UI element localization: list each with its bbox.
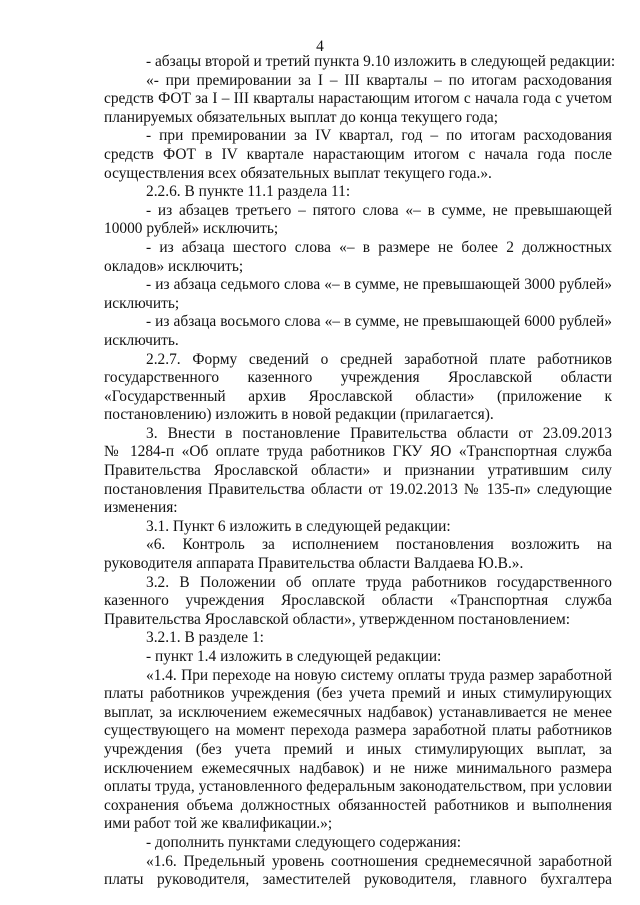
- text-line: ими работ той же квалификации.»;: [104, 815, 333, 833]
- document-body: [104, 53, 616, 890]
- text-line: 2.2.6. В пункте 11.1 раздела 11:: [146, 183, 351, 201]
- text-line: - из абзаца шестого слова «– в размере не более 2 должностных: [146, 238, 612, 256]
- text-line: постановления Правительства области от 19.02.2013 № 135-п» следующие: [104, 480, 612, 498]
- page-number: 4: [316, 38, 324, 55]
- text-line: руководителя аппарата Правительства области Валдаева Ю.В.».: [104, 555, 524, 573]
- text-line: исключить.: [104, 331, 179, 349]
- text-line: «Государственный архив Ярославской области» (приложение к: [104, 387, 612, 405]
- text-line: «1.6. Предельный уровень соотношения среднемесячной заработной: [146, 852, 612, 870]
- text-line: - при премировании за IV квартал, год – по итогам расходования: [146, 127, 612, 145]
- text-line: окладов» исключить;: [104, 257, 244, 275]
- text-line: оплаты труда, установленного федеральным законодательством, при условии: [104, 778, 612, 796]
- text-line: Правительства Ярославской области», утвержденном постановлением:: [104, 610, 571, 628]
- text-line: - из абзаца восьмого слова «– в сумме, не превышающей 6000 рублей»: [146, 313, 612, 331]
- text-line: «- при премировании за I – III кварталы – по итогам расходования: [146, 71, 612, 89]
- text-line: 3.2. В Положении об оплате труда работников государственного: [146, 573, 612, 591]
- text-line: 3.1. Пункт 6 изложить в следующей редакции:: [146, 517, 451, 535]
- text-line: платы руководителя, заместителей руководителя, главного бухгалтера: [104, 871, 612, 889]
- text-line: 10000 рублей» исключить;: [104, 220, 279, 238]
- text-line: № 1284-п «Об оплате труда работников ГКУ ЯО «Транспортная служба: [104, 443, 612, 461]
- text-line: - абзацы второй и третий пункта 9.10 изложить в следующей редакции:: [146, 53, 616, 70]
- text-line: средств ФОТ в IV квартале нарастающим итогом с начала года после: [104, 145, 612, 163]
- text-line: казенного учреждения Ярославской области «Транспортная служба: [104, 592, 612, 610]
- text-line: осуществления всех обязательных выплат текущего года.».: [104, 164, 492, 182]
- text-line: учреждения (без учета премий и иных стимулирующих выплат, за: [104, 740, 612, 758]
- text-line: выплат, за исключением ежемесячных надбавок) устанавливается не менее: [104, 703, 612, 721]
- text-line: - дополнить пунктами следующего содержания:: [146, 833, 462, 851]
- text-line: изменения:: [104, 499, 178, 517]
- text-line: 3.2.1. В разделе 1:: [146, 629, 264, 647]
- text-line: 2.2.7. Форму сведений о средней заработной плате работников: [146, 350, 612, 368]
- text-line: планируемых обязательных выплат до конца текущего года;: [104, 108, 498, 126]
- text-line: государственного казенного учреждения Ярославской области: [104, 369, 612, 387]
- text-line: - из абзацев третьего – пятого слова «– в сумме, не превышающей: [146, 201, 612, 219]
- text-line: постановлению) изложить в новой редакции (прилагается).: [104, 406, 494, 424]
- text-line: существующего на момент перехода размера заработной платы работников: [104, 722, 612, 740]
- text-line: «1.4. При переходе на новую систему оплаты труда размер заработной: [146, 666, 612, 684]
- text-line: 3. Внести в постановление Правительства области от 23.09.2013: [146, 424, 612, 442]
- text-line: платы работников учреждения (без учета премий и иных стимулирующих: [104, 685, 612, 703]
- text-line: сохранения объема должностных обязанностей работников и выполнения: [104, 796, 612, 814]
- text-line: исключить;: [104, 294, 180, 312]
- text-line: «6. Контроль за исполнением постановления возложить на: [146, 536, 612, 554]
- text-line: Правительства Ярославской области» и признании утратившим силу: [104, 462, 612, 480]
- text-line: средств ФОТ за I – III кварталы нарастающим итогом с начала года с учетом: [104, 90, 612, 108]
- text-line: - пункт 1.4 изложить в следующей редакции:: [146, 648, 442, 665]
- text-line: исключением ежемесячных надбавок) и не ниже минимального размера: [104, 759, 612, 777]
- text-line: - из абзаца седьмого слова «– в сумме, не превышающей 3000 рублей»: [146, 276, 612, 294]
